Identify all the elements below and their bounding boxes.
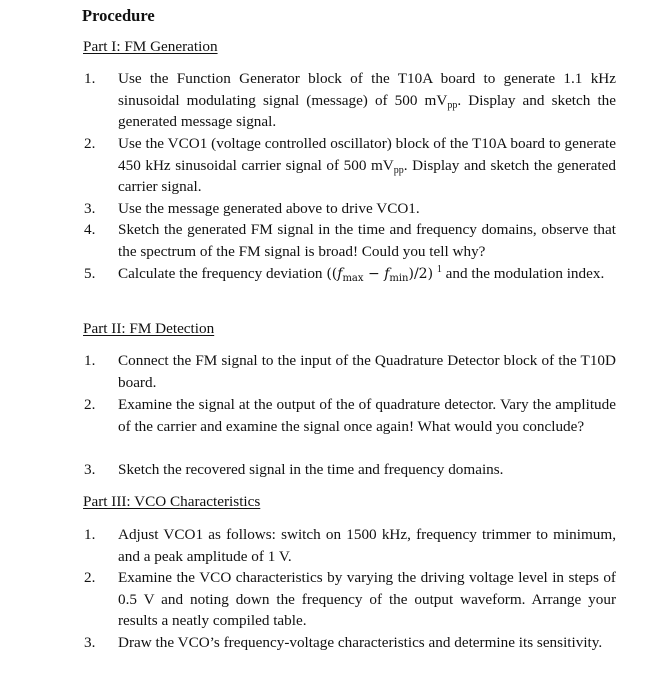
step-number: 2. — [84, 135, 96, 152]
part-2-step-1 — [84, 350, 616, 393]
step-text: Use the Function Generator block of the T10A board to generate 1.1 kHz sinusoidal modulating signal (message) of 500 $mV_{pp}$. Display and sketch the generated message signal. — [118, 70, 616, 130]
step-number: 3. — [84, 634, 96, 651]
part-1-step-5 — [84, 263, 616, 286]
step-text: Sketch the recovered signal in the time and frequency domains. — [118, 461, 504, 478]
step-text: Connect the FM signal to the input of the Quadrature Detector block of the T10D board. — [118, 352, 616, 391]
part-3-heading: Part III: VCO Characteristics — [83, 493, 261, 510]
part-2-step-3 — [84, 459, 616, 481]
step-text: Sketch the generated FM signal in the time and frequency domains, observe that the spectrum of the FM signal is broad! Could you tell why? — [118, 221, 616, 260]
step-text: Use the message generated above to drive VCO1. — [118, 200, 420, 217]
part-1-heading: Part I: FM Generation — [83, 38, 218, 55]
step-text: Draw the VCO’s frequency-voltage characteristics and determine its sensitivity. — [118, 634, 603, 651]
part-3-step-3 — [84, 632, 616, 654]
step-number: 2. — [84, 569, 96, 586]
part-1-step-2 — [84, 133, 616, 198]
step-text: Adjust VCO1 as follows: switch on 1500 kHz, frequency trimmer to minimum, and a peak amplitude of 1 V. — [118, 526, 616, 565]
step-number: 2. — [84, 396, 96, 413]
footnote-marker: 1 — [436, 264, 442, 275]
step-text: Calculate the frequency deviation $((f_{max} - f_{min})/2)$ $^1$ and the modulation index. — [118, 264, 605, 284]
part-1-step-3 — [84, 198, 616, 220]
page-title: Procedure — [82, 6, 155, 25]
frequency-deviation-formula: $((f_{max} - f_{min})/2)$ — [326, 266, 434, 284]
step-text: Examine the VCO characteristics by varying the driving voltage level in steps of 0.5 V and noting down the frequency of the output waveform. Arrange your results a neatly compiled table. — [118, 569, 616, 629]
part-3-step-2 — [84, 567, 616, 632]
step-number: 3. — [84, 461, 96, 478]
part-2-step-2 — [84, 394, 616, 437]
part-2-heading: Part II: FM Detection — [83, 320, 215, 337]
part-1-step-1 — [84, 68, 616, 133]
step-number: 3. — [84, 200, 96, 217]
part-3-step-1 — [84, 524, 616, 567]
step-number: 1. — [84, 70, 96, 87]
step-text: Examine the signal at the output of the of quadrature detector. Vary the amplitude of the carrier and examine the signal once again! What would you conclude? — [118, 396, 616, 435]
step-text: Use the VCO1 (voltage controlled oscillator) block of the T10A board to generate 450 kHz sinusoidal carrier signal of 500 $mV_{pp}$. Display and sketch the generated carrier signal. — [118, 135, 616, 195]
step-number: 5. — [84, 265, 96, 282]
part-1-step-4 — [84, 219, 616, 262]
step-number: 1. — [84, 352, 96, 369]
step-number: 1. — [84, 526, 96, 543]
step-number: 4. — [84, 221, 96, 238]
